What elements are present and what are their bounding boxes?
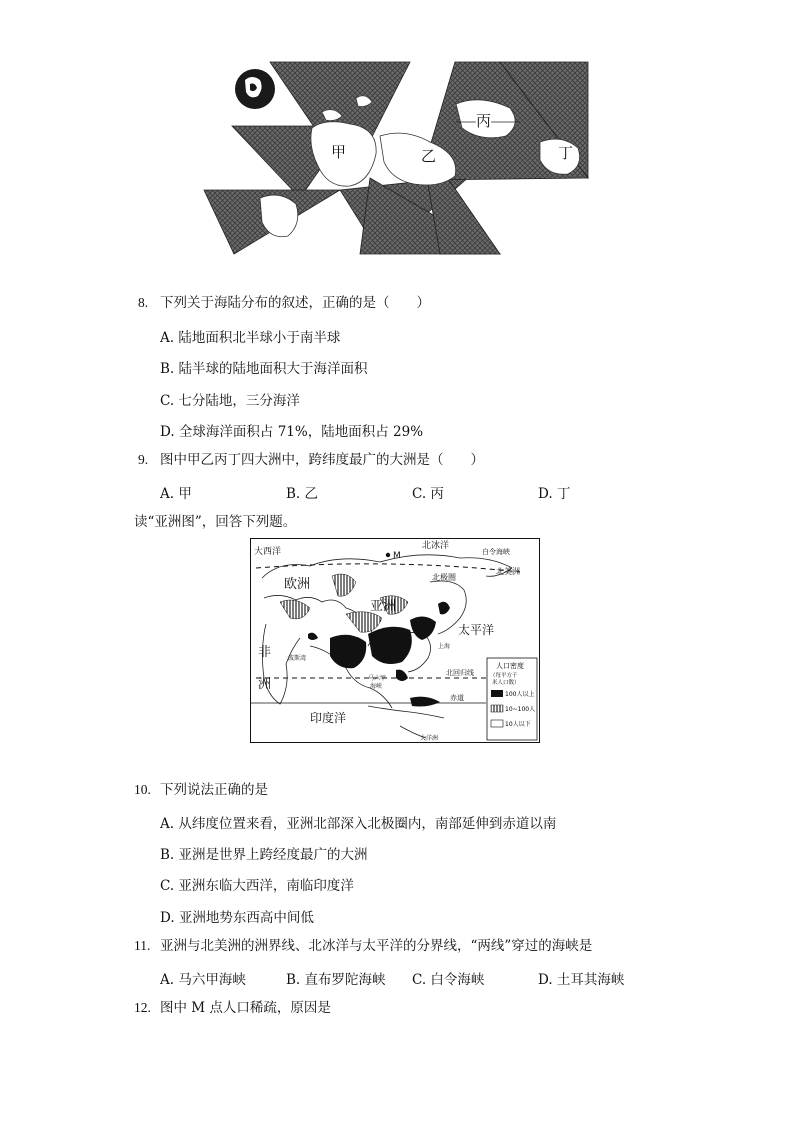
question-stem: 图中 M 点人口稀疏，原因是 <box>160 1000 331 1016</box>
legend-subtitle-1: （每平方千 <box>490 673 518 679</box>
dymaxion-map-figure <box>200 58 595 256</box>
legend-item-low: 10人以下 <box>505 721 531 728</box>
q9-option-d[interactable]: D. 丁 <box>538 486 571 502</box>
question-number: 11. <box>134 938 151 953</box>
label-atlantic: 大西洋 <box>254 547 282 557</box>
label-indian-ocean: 印度洋 <box>310 711 347 725</box>
legend-title: 人口密度 <box>496 662 524 670</box>
q8-option-d[interactable]: D. 全球海洋面积占 71%，陆地面积占 29% <box>160 424 424 440</box>
label-north-america: 北美洲 <box>496 567 520 576</box>
label-tropic-of-cancer: 北回归线 <box>446 669 474 677</box>
label-bering-strait: 白令海峡 <box>482 548 510 556</box>
label-shanghai: 上海 <box>438 643 451 650</box>
label-asia: 亚洲 <box>370 599 397 614</box>
label-oceania: 大洋洲 <box>420 735 439 742</box>
label-ding: 丁 <box>558 144 574 162</box>
question-stem: 亚洲与北美洲的洲界线、北冰洋与太平洋的分界线，“两线”穿过的海峡是 <box>160 938 593 954</box>
population-density-legend <box>487 658 537 740</box>
q9-option-c[interactable]: C. 丙 <box>412 486 444 502</box>
question-11 <box>134 937 593 955</box>
legend-item-medium: 10~100人 <box>505 706 536 713</box>
q10-option-b[interactable]: B. 亚洲是世界上跨经度最广的大洲 <box>160 847 368 863</box>
asia-map-figure <box>250 538 540 743</box>
globe-icon <box>235 69 275 109</box>
label-arctic-ocean: 北冰洋 <box>422 541 450 551</box>
intro-text: 读“亚洲图”，回答下列题。 <box>134 514 297 530</box>
question-9 <box>138 451 484 469</box>
label-africa-1: 非 <box>258 645 272 660</box>
label-equator: 赤道 <box>450 694 464 702</box>
legend-swatch-low <box>491 720 503 727</box>
legend-subtitle-2: 米人口数） <box>492 680 520 686</box>
q11-option-b[interactable]: B. 直布罗陀海峡 <box>286 972 386 988</box>
q10-option-a[interactable]: A. 从纬度位置来看，亚洲北部深入北极圈内，南部延伸到赤道以南 <box>160 816 557 832</box>
q11-option-d[interactable]: D. 土耳其海峡 <box>538 972 625 988</box>
question-stem: 下列说法正确的是 <box>160 782 268 798</box>
label-africa-2: 洲 <box>258 677 272 692</box>
q10-option-c[interactable]: C. 亚洲东临大西洋，南临印度洋 <box>160 878 354 894</box>
q9-option-a[interactable]: A. 甲 <box>160 486 192 502</box>
label-yi: 乙 <box>421 147 437 165</box>
label-persian-gulf: 波斯湾 <box>288 655 307 662</box>
question-number: 12. <box>134 1000 151 1015</box>
question-stem: 图中甲乙丙丁四大洲中，跨纬度最广的大洲是（ ） <box>160 452 484 468</box>
label-europe: 欧洲 <box>284 577 311 592</box>
question-number: 10. <box>134 782 151 797</box>
question-8 <box>138 294 430 312</box>
label-jia: 甲 <box>331 143 347 161</box>
legend-swatch-medium <box>491 705 503 712</box>
label-bing: 丙 <box>476 112 492 130</box>
legend-swatch-high <box>491 690 503 697</box>
q11-option-a[interactable]: A. 马六甲海峡 <box>160 972 246 988</box>
q8-option-b[interactable]: B. 陆半球的陆地面积大于海洋面积 <box>160 361 368 377</box>
question-12 <box>134 999 331 1017</box>
label-malacca-1: 马六甲 <box>368 675 387 682</box>
label-arctic-circle: 北极圈 <box>432 573 456 582</box>
question-stem: 下列关于海陆分布的叙述，正确的是（ ） <box>160 295 430 311</box>
q10-option-d[interactable]: D. 亚洲地势东西高中间低 <box>160 910 314 926</box>
label-malacca-2: 海峡 <box>370 683 383 690</box>
legend-item-high: 100人以上 <box>505 691 535 698</box>
q8-option-a[interactable]: A. 陆地面积北半球小于南半球 <box>160 330 341 346</box>
q11-option-c[interactable]: C. 白令海峡 <box>412 972 485 988</box>
question-10 <box>134 781 268 799</box>
label-m-point: M <box>393 551 401 561</box>
label-pacific: 太平洋 <box>458 623 495 637</box>
question-number: 8. <box>138 295 149 310</box>
m-point-marker <box>386 553 390 557</box>
q8-option-c[interactable]: C. 七分陆地，三分海洋 <box>160 393 300 409</box>
question-number: 9. <box>138 452 149 467</box>
q9-option-b[interactable]: B. 乙 <box>286 486 319 502</box>
